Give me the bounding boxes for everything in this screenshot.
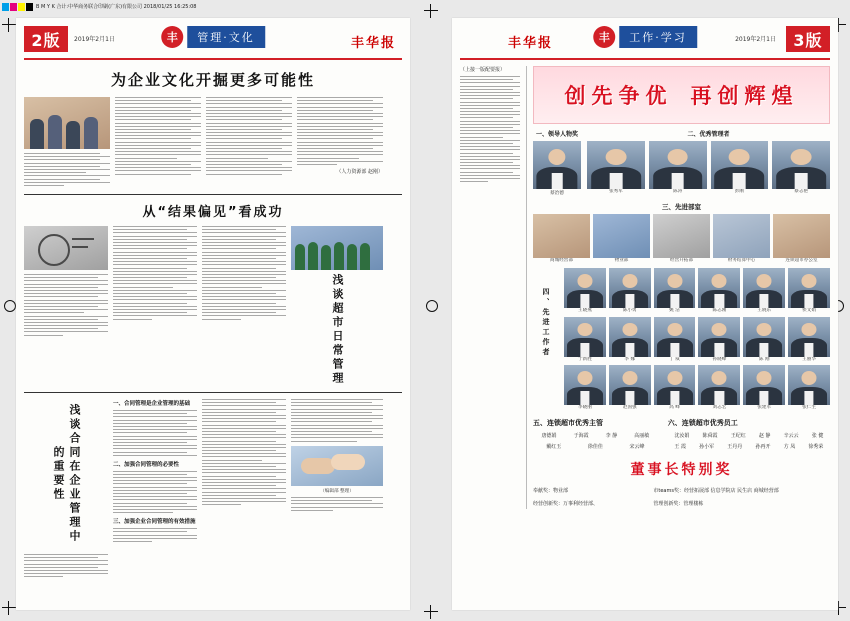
dept-photo	[773, 214, 830, 258]
honoree-name: 王 霞	[674, 443, 686, 450]
honoree-name: 王丹丹	[727, 443, 743, 450]
print-color-bar	[2, 2, 196, 11]
worker-portrait	[654, 317, 696, 357]
worker-portrait	[564, 268, 606, 308]
manager-name: 彭刚	[734, 189, 744, 194]
worker-portrait	[743, 317, 785, 357]
section-six-title: 六、连锁超市优秀员工	[667, 418, 738, 427]
honoree-name: 李 静	[605, 432, 618, 439]
honoree-name: 戴红玉	[546, 443, 562, 450]
worker-portrait	[654, 268, 696, 308]
honoree-name: 徐佳佳	[587, 443, 603, 450]
article2-col-3	[202, 226, 286, 386]
headline-bottom-vertical: 浅谈合同在企业管理中的重要性	[52, 404, 81, 545]
article-col-1	[24, 153, 110, 186]
photo-caption-bottom: （编辑部 整理）	[320, 488, 354, 494]
honoree-name: 方 凤	[783, 443, 796, 450]
footer-left-2: 经营创新奖：万事利经营部、	[533, 501, 599, 507]
worker-name: 李晓丽	[578, 405, 592, 410]
section-name-left: 管理·文化	[187, 26, 265, 48]
corner-note: （上接一版配要报）	[460, 67, 506, 73]
worker-name: 丁 威	[669, 356, 680, 362]
paper-logo-icon-right: 丰	[593, 26, 615, 48]
worker-name: 侯文娟	[802, 308, 816, 313]
worker-name: 陈小勇	[622, 308, 637, 313]
honoree-name: 宋云峰	[629, 443, 645, 450]
dept-photo	[533, 214, 590, 258]
headline-main-left: 为企业文化开掘更多可能性	[110, 71, 315, 89]
article-photo-top	[24, 97, 110, 149]
subsection-manager-title: 二、优秀管理者	[687, 131, 730, 138]
honoree-name: 唐德娟	[541, 432, 557, 439]
honoree-name: 辛云云	[783, 432, 799, 439]
worker-row-2	[564, 317, 830, 363]
swatch-yellow	[18, 3, 25, 11]
worker-name: 张建军	[757, 405, 772, 410]
worker-name: 刘志宏	[712, 405, 727, 410]
article3-col-3	[202, 399, 286, 580]
article-col-3	[206, 97, 292, 188]
dept-caption: 商城经营部	[550, 257, 573, 263]
masthead-center-left	[161, 26, 265, 48]
article-col-4	[297, 97, 383, 188]
article2-col-2	[113, 226, 197, 386]
honoree-name: 王纪红	[730, 432, 746, 439]
worker-portrait	[788, 365, 830, 405]
honoree-name: 张 健	[811, 432, 824, 439]
dept-photo	[713, 214, 770, 258]
reg-circle-center-top	[426, 300, 438, 312]
subsection-leader-title: 一、领导人物奖	[535, 131, 578, 138]
reg-mark-bottom-left	[2, 601, 16, 615]
worker-portrait	[564, 317, 606, 357]
manager-name: 陈涛	[673, 189, 683, 194]
sub-item-3: 三、加强企业合同管理的有效措施	[113, 519, 196, 526]
section-six-row-1	[668, 432, 830, 439]
worker-row-3	[564, 365, 830, 411]
newspaper-page-left	[16, 18, 410, 610]
leader-name: 蔡治德	[550, 191, 564, 196]
honoree-name: 孙小军	[699, 443, 715, 450]
footer-left-label: 奉献奖：物业部	[533, 487, 569, 494]
dept-caption: 财务结算中心	[727, 257, 756, 263]
newspaper-page-right	[452, 18, 838, 610]
worker-portrait	[743, 365, 785, 405]
manager-portrait	[587, 141, 645, 189]
paper-name-right: 丰华报	[508, 36, 554, 51]
worker-name: 张仁生	[802, 405, 816, 410]
dept-photo-row	[533, 214, 830, 264]
honoree-name: 高丽敏	[634, 432, 650, 439]
section-five-row-2	[533, 443, 658, 450]
dept-photo	[653, 214, 710, 258]
article-col-2	[115, 97, 201, 188]
special-award-title: 董事长特别奖	[630, 461, 733, 478]
worker-portrait	[698, 365, 740, 405]
article-photo-chart	[24, 226, 108, 270]
manager-portrait	[772, 141, 830, 189]
worker-name: 王晓燕	[578, 308, 592, 313]
manager-name: 蔡志艳	[794, 189, 809, 194]
honoree-name: 陈舜霞	[702, 432, 718, 439]
worker-name: 王丽华	[802, 356, 816, 362]
leader-portrait	[533, 141, 581, 189]
subsection-dept-title: 三、先进部室	[662, 202, 701, 211]
masthead-right	[460, 24, 830, 60]
worker-portrait	[564, 365, 606, 405]
swatch-cyan	[2, 3, 9, 11]
paper-logo-icon-left: 丰	[161, 26, 183, 48]
honoree-name: 于海霞	[573, 432, 589, 439]
dept-photo	[593, 214, 650, 258]
footer-item: 市teams奖：经营拓展部 信息学院店 民生店 商城经营部	[653, 487, 779, 494]
worker-name: 赵国强	[622, 405, 637, 410]
article3-col-4b	[291, 497, 383, 511]
sub-item-1: 一、合同管理是企业管理的基础	[113, 401, 191, 408]
dept-caption: 连锁超市办公室	[785, 257, 818, 263]
worker-name: 王晓东	[757, 308, 772, 313]
worker-portrait	[654, 365, 696, 405]
worker-name: 孙晓峰	[712, 356, 727, 362]
paper-name-left: 丰华报	[350, 36, 396, 51]
article3-col-1	[24, 554, 108, 577]
masthead-center-right	[593, 26, 697, 48]
worker-name: 高 峰	[669, 405, 680, 410]
worker-portrait	[609, 365, 651, 405]
honoree-name: 徐秀荣	[808, 443, 824, 450]
reg-mark-top-left	[2, 18, 16, 32]
worker-row-1	[564, 268, 830, 314]
reg-mark-top-center	[424, 4, 438, 18]
print-colorbar-label: B M Y K 合计:中华商务联合印刷(广东)有限公司 2018/01/25 16:25:08	[36, 4, 197, 10]
dept-caption: 经营开拓部	[670, 257, 693, 263]
headline-second-left: 从“结果偏见”看成功	[142, 205, 284, 221]
worker-portrait	[698, 317, 740, 357]
worker-portrait	[788, 317, 830, 357]
publish-date-left: 2019年2月1日	[74, 36, 115, 43]
worker-name: 陈 刚	[758, 356, 770, 362]
swatch-magenta	[10, 3, 17, 11]
page-number-left: 2版	[24, 26, 68, 52]
page-number-right: 3版	[786, 26, 830, 52]
dept-caption: 物业部	[614, 257, 629, 263]
banner-title-2: 再创辉煌	[690, 84, 799, 108]
worker-name: 姚 洁	[669, 308, 680, 313]
byline-main: （人力资源部 赵刚）	[336, 168, 383, 175]
worker-portrait	[743, 268, 785, 308]
sub-item-2: 二、加强合同管理的必要性	[113, 461, 180, 468]
section-six-row-2	[668, 443, 830, 450]
manager-portrait	[649, 141, 707, 189]
subsection-worker-title: 四、先进工作者	[542, 288, 550, 358]
footer-item: 管理创新奖：管理楼栋	[653, 501, 704, 507]
worker-portrait	[698, 268, 740, 308]
manager-portrait-row	[587, 141, 830, 195]
honoree-name: 沈汝娟	[674, 432, 690, 439]
worker-portrait	[609, 317, 651, 357]
worker-name: 李 娜	[624, 356, 636, 362]
section-five-title: 五、连锁超市优秀主管	[533, 418, 603, 427]
article3-col-4	[291, 399, 383, 441]
article3-col-2	[113, 399, 197, 580]
article2-col-1	[24, 274, 108, 336]
article-photo-group	[291, 226, 383, 270]
worker-name: 陈志刚	[712, 308, 727, 313]
manager-name: 张秀军	[608, 189, 623, 194]
headline-right-vertical: 浅谈超市日常管理	[331, 274, 344, 387]
honoree-name: 赵 静	[758, 432, 771, 439]
section-name-right: 工作·学习	[619, 26, 697, 48]
reg-mark-bottom-center	[424, 605, 438, 619]
swatch-black	[26, 3, 33, 11]
worker-portrait	[788, 268, 830, 308]
honoree-name: 孙再开	[755, 443, 771, 450]
article-photo-hands	[291, 446, 383, 486]
column-divider	[526, 66, 527, 509]
publish-date-right: 2019年2月1日	[735, 36, 776, 43]
section-five-row-1	[533, 432, 658, 439]
honor-banner	[533, 66, 830, 124]
masthead-left	[24, 24, 402, 60]
manager-portrait	[711, 141, 769, 189]
right-col-text	[460, 76, 520, 182]
worker-portrait	[609, 268, 651, 308]
reg-circle-left	[4, 300, 16, 312]
banner-title-1: 创先争优	[564, 84, 673, 108]
worker-name: 于新胜	[578, 356, 592, 362]
